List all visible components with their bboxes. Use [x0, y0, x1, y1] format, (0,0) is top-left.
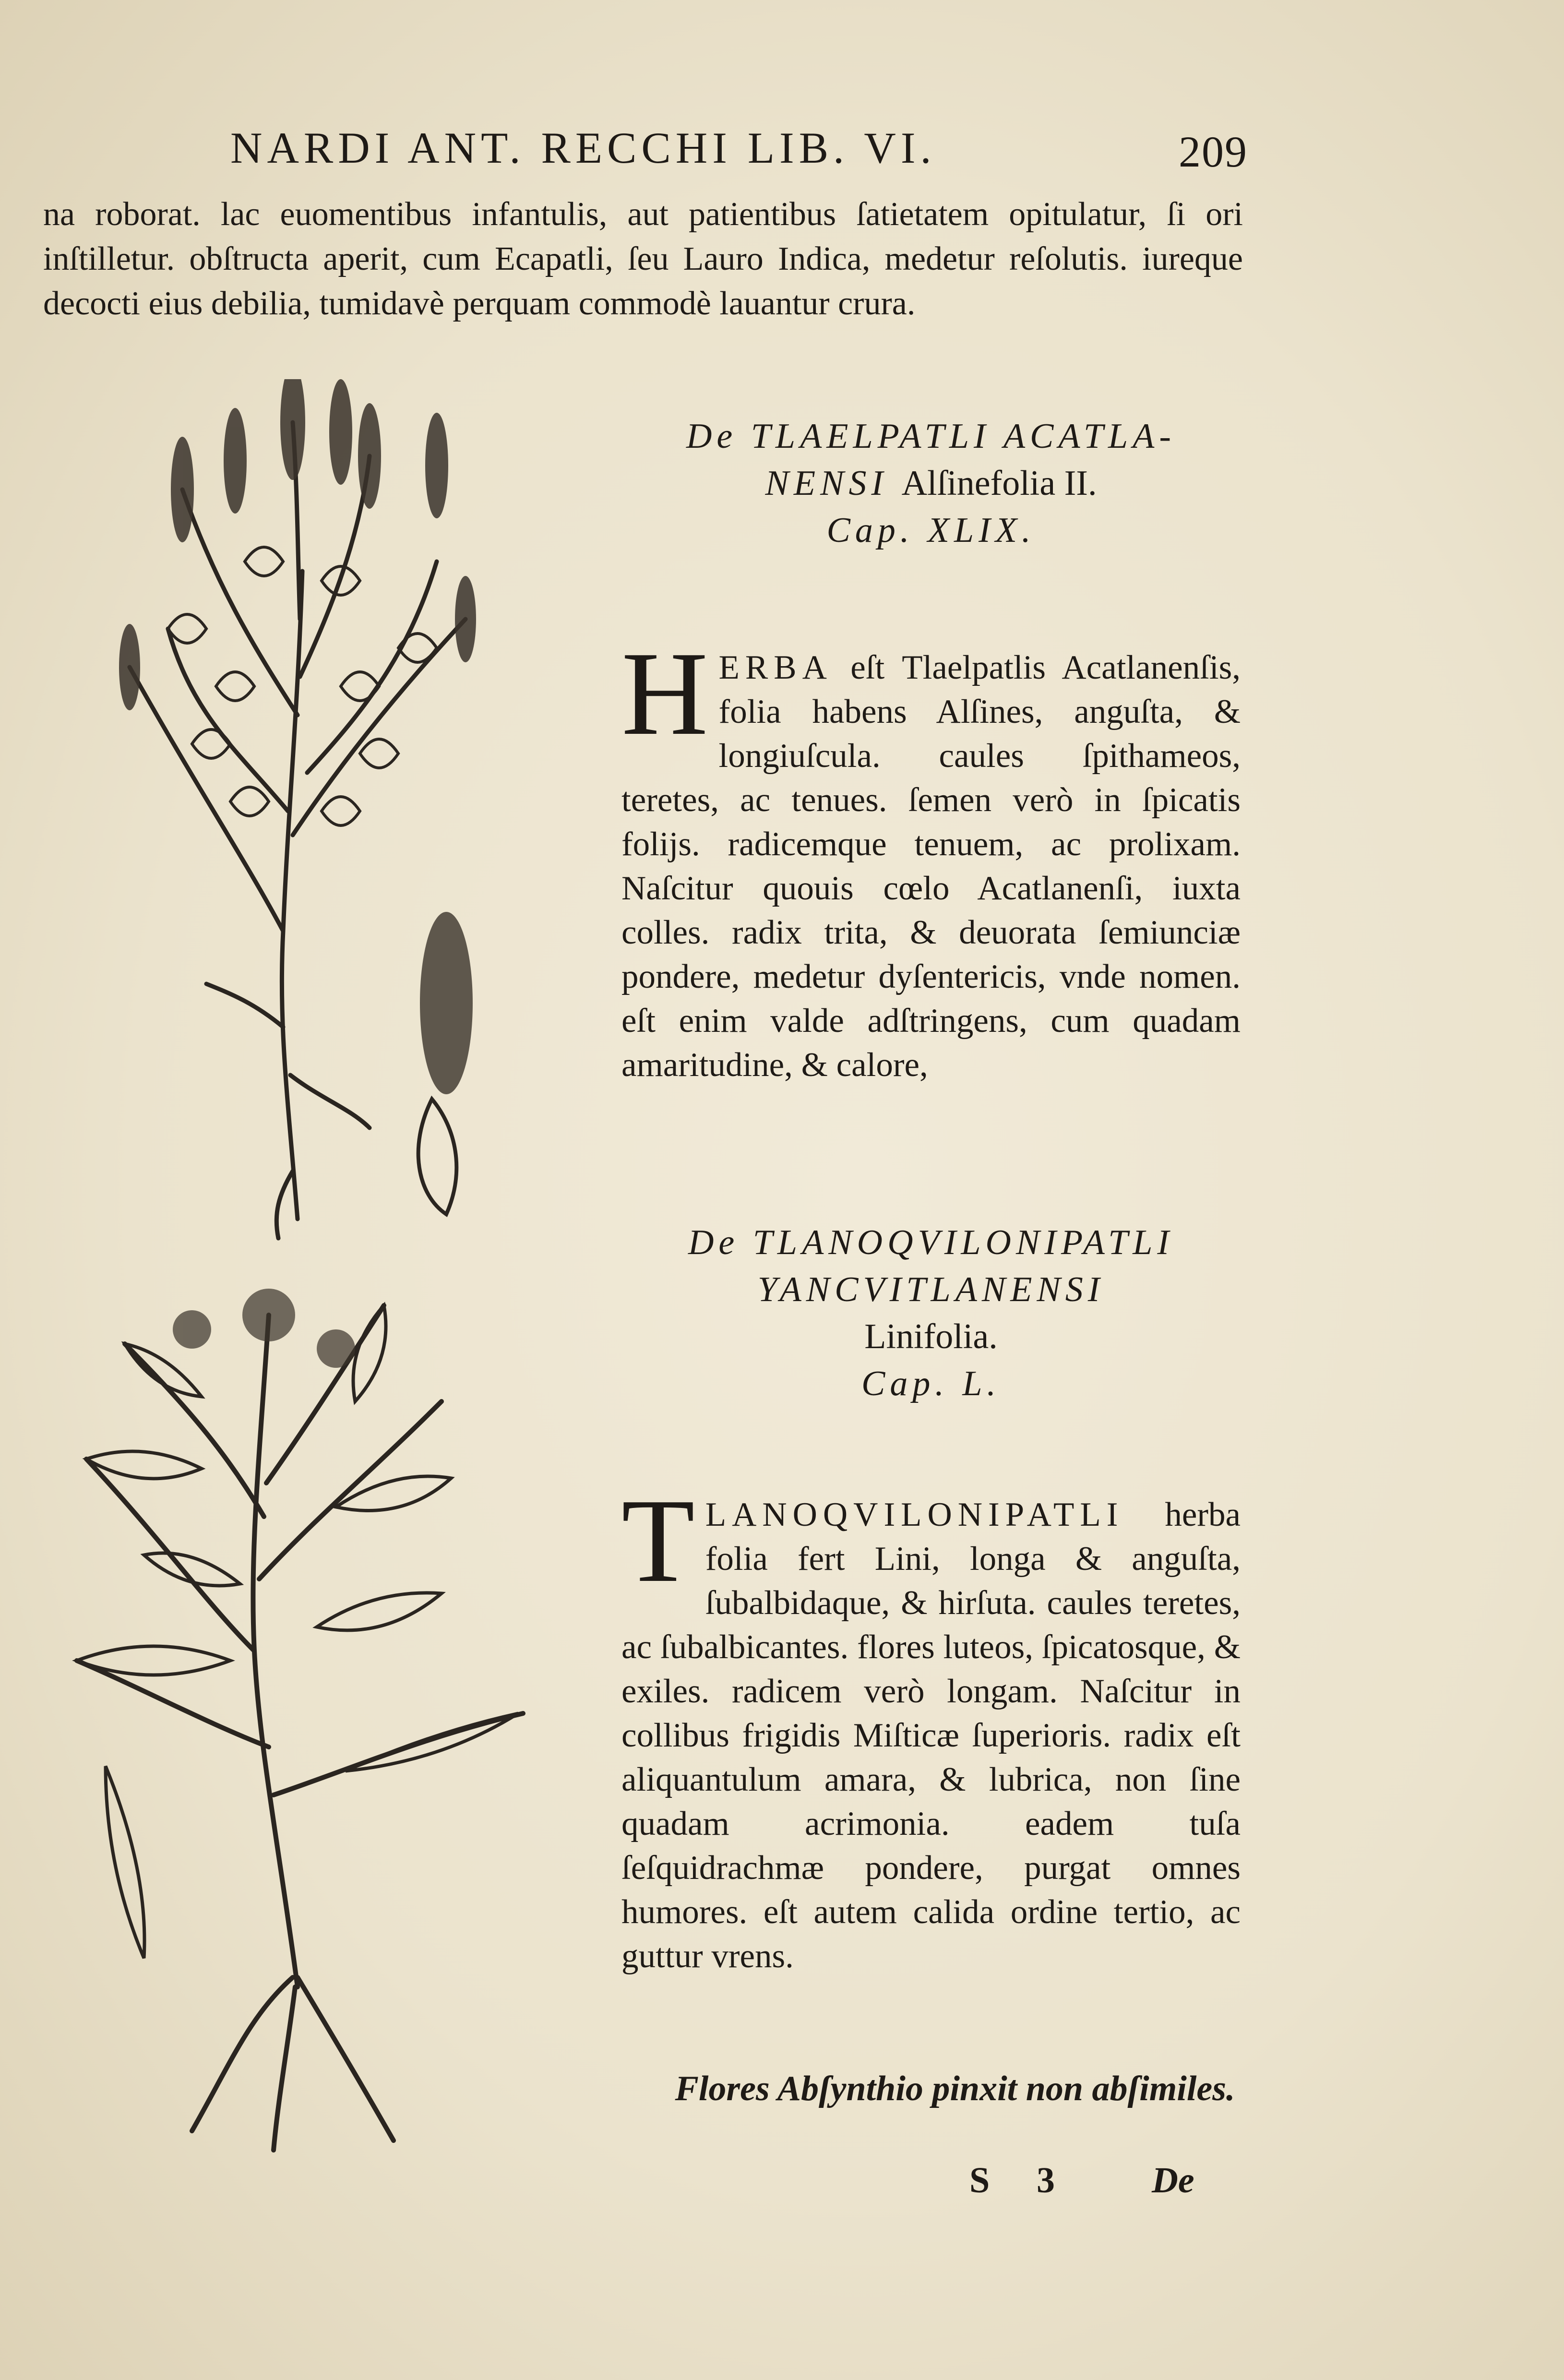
page-header — [230, 122, 1248, 180]
drop-capital: H — [621, 627, 708, 760]
chapter-heading — [619, 1219, 1243, 1407]
chapter-number: Cap. L. — [861, 1364, 1001, 1403]
chapter-title-line: De TLANOQVILONIPATLI — [688, 1223, 1174, 1262]
drop-capital: T — [621, 1474, 695, 1607]
chapter-title-italic: NENSI — [765, 464, 888, 503]
plant-woodcut-icon — [72, 379, 528, 1253]
chapter-title-line: YANCVITLANENSI — [757, 1270, 1105, 1309]
chapter-title-plain: Alſinefolia II. — [901, 464, 1097, 503]
chapter-body — [621, 1474, 1241, 1978]
chapter-text: herba folia fert Lini, longa & anguſta, ſubalbidaque, & hirſuta. caules teretes, ac ſubalbicantes. flores luteos, ſpicatosque, & exiles. radicem verò longam. Naſcitur in collibus frigidis Miſticæ ſuperioris. radix eſt aliquantulum amara, & lubrica, non ſine quadam acrimonia. eadem tuſa ſeſquidrachmæ pondere, purgat omnes humores. eſt autem calida ordine tertio, ac guttur vrens. — [621, 1496, 1241, 1975]
chapter-body — [621, 627, 1241, 1087]
chapter-title-line — [619, 460, 1243, 507]
figure-caption: Flores Abſynthio pinxit non abſimiles. — [675, 2069, 1235, 2108]
plant-woodcut-icon — [48, 1267, 561, 2160]
intro-paragraph: na roborat. lac euomentibus infantulis, aut patientibus ſatietatem opitulatur, ſi ori inſtilletur. obſtructa aperit, cum Ecapatli, ſeu Lauro Indica, medetur reſolutis. iureque decocti eius debilia, tumidavè perquam commodè lauantur crura. — [43, 196, 1243, 322]
chapter-number: Cap. XLIX. — [826, 511, 1036, 550]
running-head: NARDI ANT. RECCHI LIB. VI. — [230, 123, 936, 172]
chapter-text: eſt Tlaelpatlis Acatlanenſis, folia habens Alſines, anguſta, & longiuſcula. caules ſpithameos, teretes, ac tenues. ſemen verò in ſpicatis folijs. radicemque tenuem, ac prolixam. Naſcitur quouis cœlo Acatlanenſi, iuxta colles. radix trita, & deuorata ſemiunciæ pondere, medetur dyſentericis, vnde nomen. eſt enim valde adſtringens, cum quadam amaritudine, & calore, — [621, 649, 1241, 1084]
catchword: De — [1152, 2160, 1194, 2201]
chapter-heading — [619, 413, 1243, 554]
signature-number: 3 — [1037, 2160, 1055, 2201]
chapter-lead-word: ERBA — [718, 649, 833, 686]
page-number: 209 — [1179, 127, 1248, 176]
chapter-title-plain: Linifolia. — [864, 1317, 998, 1356]
signature-mark: S — [969, 2160, 990, 2201]
chapter-lead-word: LANOQVILONIPATLI — [705, 1496, 1124, 1533]
chapter-title-line: De TLAELPATLI ACATLA- — [686, 417, 1176, 456]
